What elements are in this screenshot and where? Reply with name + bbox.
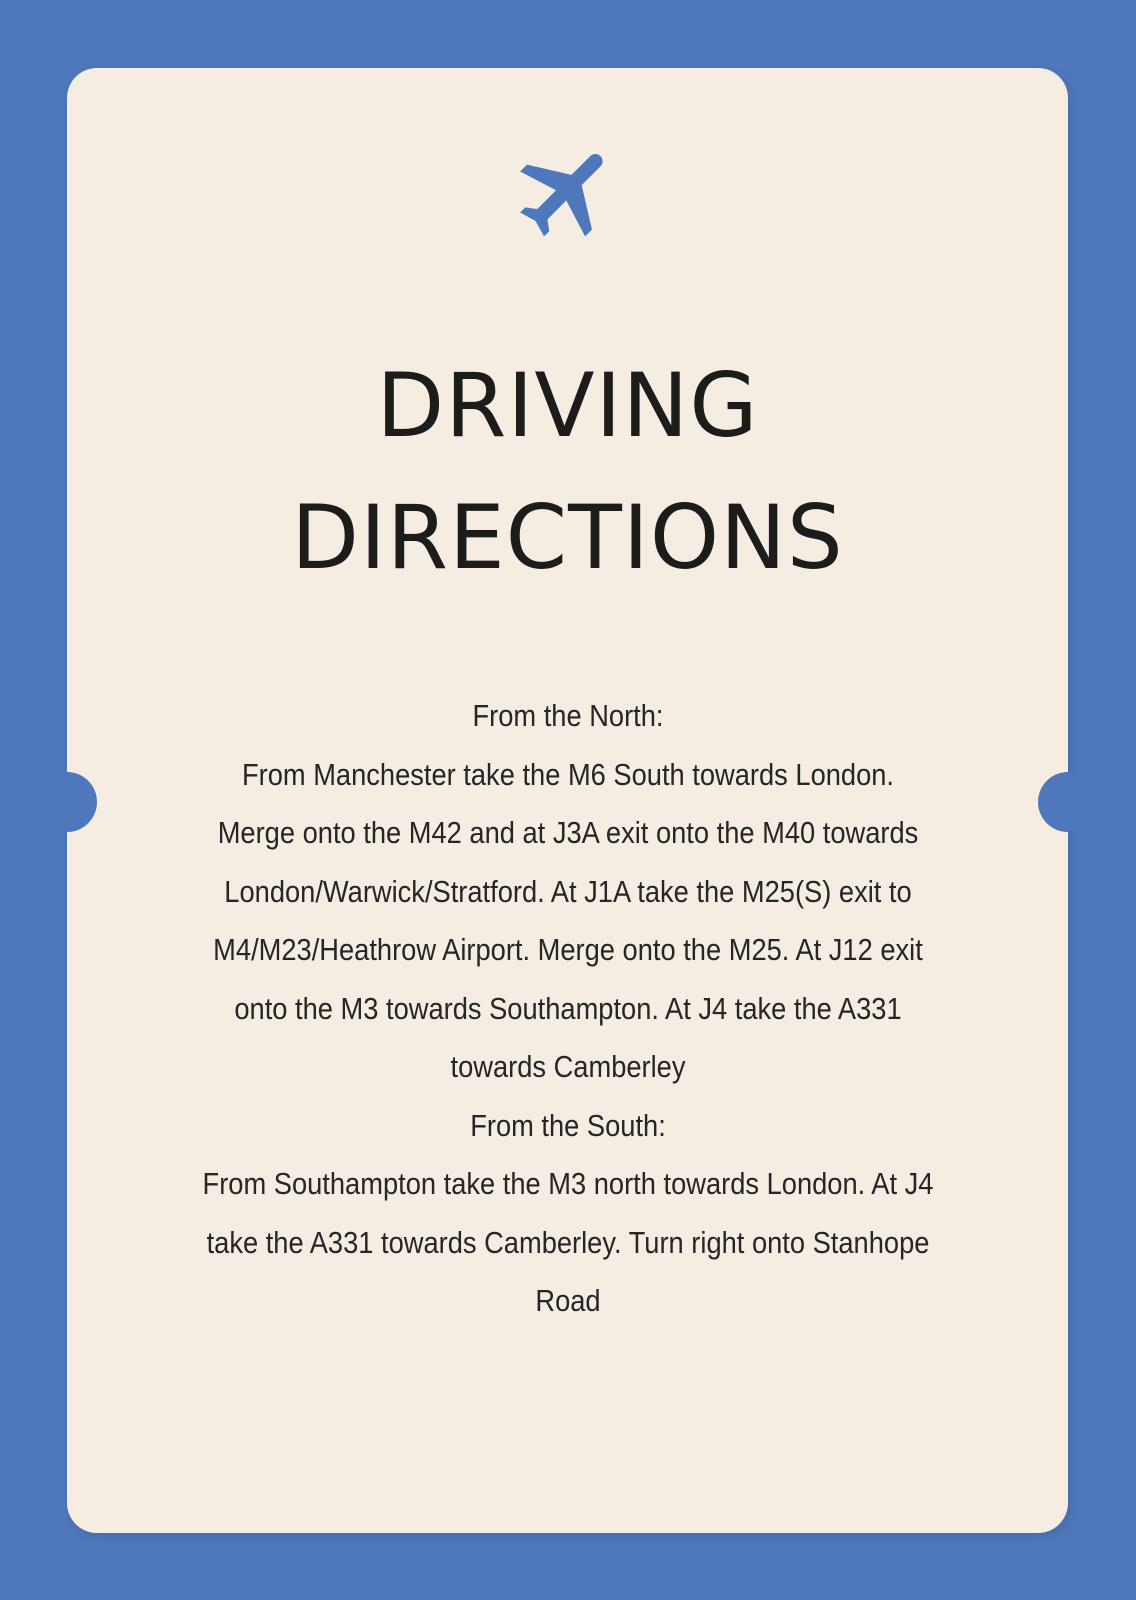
ticket-notch-right	[1038, 772, 1098, 832]
south-heading: From the South:	[470, 1107, 666, 1143]
north-heading: From the North:	[472, 698, 664, 733]
title-line-2: DIRECTIONS	[291, 486, 844, 589]
north-directions: From Manchester take the M6 South towards London. Merge onto the M42 and at J3A exit onto the M40 towards London/Warwick/Stratford. At J1A take the M25(S) exit to M4/M23/Heathrow Airport. Merge onto the M25. At J12 exit onto the M3 towards Southampton. At J4 take the A331 towards Camberley	[213, 756, 923, 1084]
airplane-icon	[510, 134, 626, 250]
page-title	[67, 340, 1068, 604]
directions-body	[200, 687, 936, 1331]
title-line-1: DRIVING	[376, 354, 759, 457]
ticket-notch-left	[37, 772, 97, 832]
south-directions: From Southampton take the M3 north towards London. At J4 take the A331 towards Camberley. Turn right onto Stanhope Road	[202, 1166, 934, 1318]
